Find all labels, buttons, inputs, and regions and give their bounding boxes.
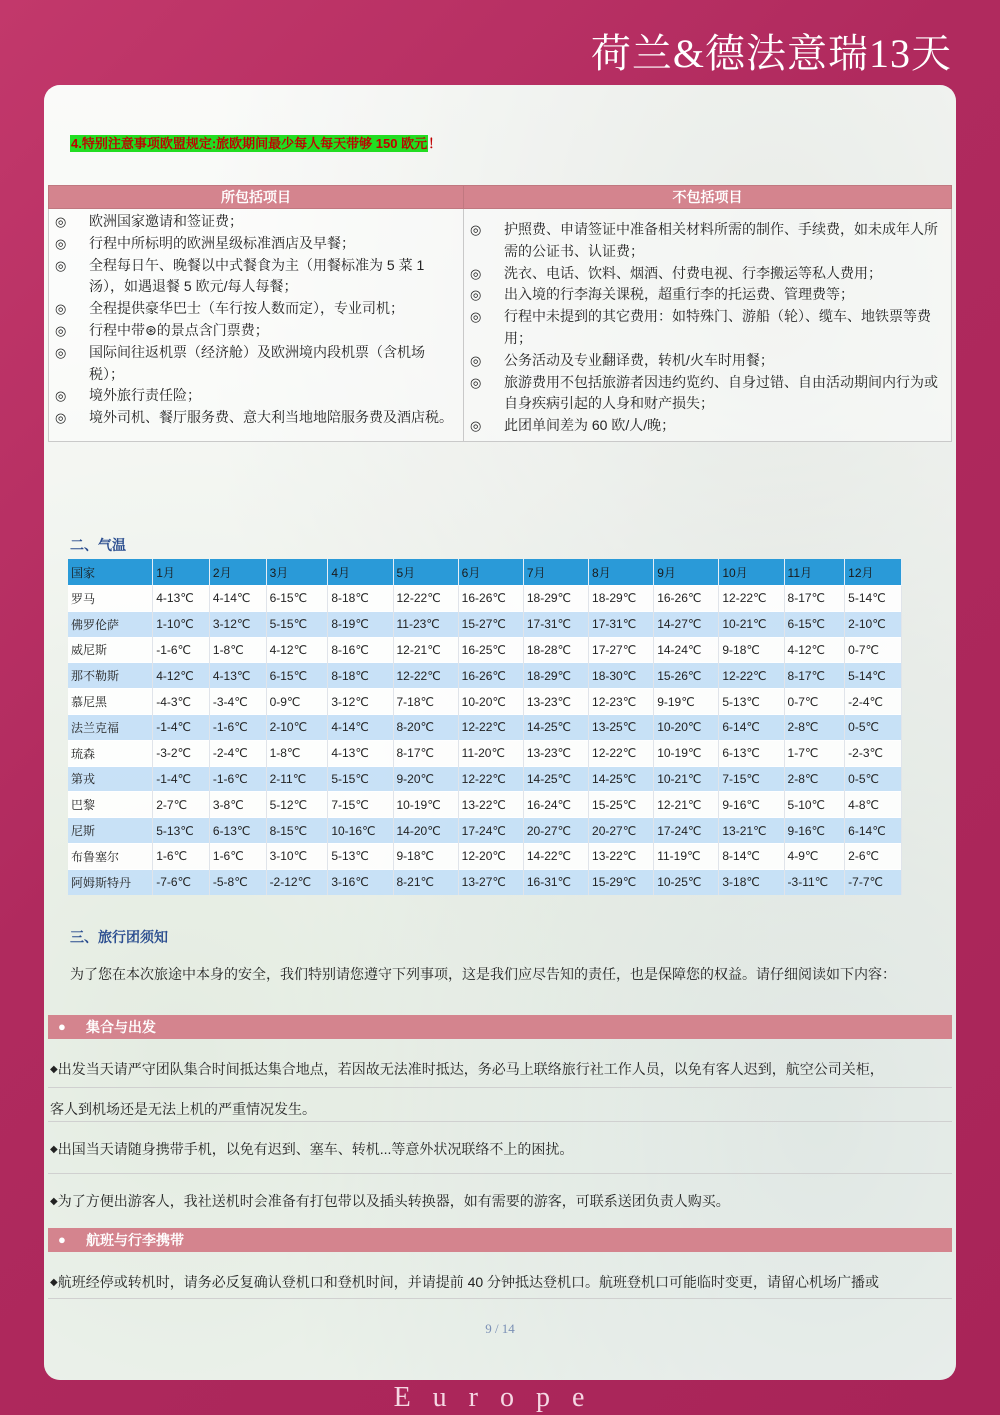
temperature-cell: 16-26℃ [458, 663, 523, 689]
excluded-list [464, 219, 951, 437]
excluded-item [464, 219, 951, 263]
temperature-cell: 8-17℃ [784, 586, 845, 612]
temperature-cell: 2-6℃ [845, 843, 902, 869]
temperature-cell: 8-20℃ [393, 714, 458, 740]
column-header-month: 12月 [845, 559, 902, 586]
temperature-cell: 3-16℃ [328, 869, 393, 894]
temperature-cell: 16-26℃ [654, 586, 719, 612]
country-cell: 尼斯 [68, 818, 153, 844]
excluded-item-text: 此团单间差为 60 欧/人/晚； [504, 417, 676, 434]
temperature-cell: 11-20℃ [458, 740, 523, 766]
column-header-month: 7月 [523, 559, 588, 586]
column-header-month: 5月 [393, 559, 458, 586]
temperature-cell: -2-3℃ [845, 740, 902, 766]
temperature-cell: 5-13℃ [328, 843, 393, 869]
temperature-cell: 14-22℃ [523, 843, 588, 869]
included-list [49, 211, 463, 429]
temperature-cell: 4-12℃ [153, 663, 210, 689]
temperature-cell: 2-8℃ [784, 714, 845, 740]
table-row [68, 818, 902, 844]
table-row [68, 843, 902, 869]
column-header-month: 4月 [328, 559, 393, 586]
divider [48, 1087, 952, 1088]
table-row [68, 663, 902, 689]
included-item-text: 全程每日午、晚餐以中式餐食为主（用餐标准为 5 菜 1 汤），如遇退餐 5 欧元/每人每餐； [89, 256, 425, 295]
temperature-cell: 12-22℃ [589, 740, 654, 766]
temperature-cell: 8-16℃ [328, 637, 393, 663]
temperature-cell: 13-23℃ [523, 689, 588, 715]
temperature-cell: 16-31℃ [523, 869, 588, 894]
temperature-cell: 16-25℃ [458, 637, 523, 663]
temperature-cell: 18-29℃ [523, 586, 588, 612]
temperature-cell: 17-31℃ [589, 611, 654, 637]
temperature-cell: 2-7℃ [153, 792, 210, 818]
temperature-cell: 12-22℃ [719, 663, 784, 689]
temperature-cell: -1-4℃ [153, 714, 210, 740]
included-item-text: 行程中带⊛的景点含门票费； [89, 321, 269, 338]
temperature-cell: 17-27℃ [589, 637, 654, 663]
temperature-cell: 3-18℃ [719, 869, 784, 894]
column-header-month: 10月 [719, 559, 784, 586]
temperature-cell: 14-25℃ [589, 766, 654, 792]
temperature-cell: 14-20℃ [393, 818, 458, 844]
page-number: 9 / 14 [485, 1321, 515, 1336]
included-item [49, 385, 463, 407]
column-header-month: 11月 [784, 559, 845, 586]
temperature-cell: 1-6℃ [153, 843, 210, 869]
column-header-country: 国家 [68, 559, 153, 586]
included-item [49, 342, 463, 386]
temperature-cell: 8-21℃ [393, 869, 458, 894]
column-header-month: 9月 [654, 559, 719, 586]
temperature-cell: 18-29℃ [523, 663, 588, 689]
table-row [68, 740, 902, 766]
special-notice [70, 133, 441, 152]
content-card [44, 85, 956, 1380]
temperature-cell: 13-21℃ [719, 818, 784, 844]
temperature-cell: 8-17℃ [784, 663, 845, 689]
temperature-cell: 10-16℃ [328, 818, 393, 844]
temperature-cell: 5-15℃ [328, 766, 393, 792]
temperature-cell: 10-19℃ [654, 740, 719, 766]
excluded-cell [464, 209, 952, 442]
temperature-cell: 8-14℃ [719, 843, 784, 869]
temperature-cell: -3-4℃ [209, 689, 266, 715]
bullet-icon: ◎ [470, 418, 482, 434]
country-cell: 慕尼黑 [68, 689, 153, 715]
temperature-cell: -7-6℃ [153, 869, 210, 894]
temperature-cell: 18-28℃ [523, 637, 588, 663]
temperature-cell: 10-20℃ [654, 714, 719, 740]
table-row [68, 714, 902, 740]
temperature-cell: 11-19℃ [654, 843, 719, 869]
flight-paragraph-1 [50, 1272, 952, 1292]
temperature-cell: 15-29℃ [589, 869, 654, 894]
temperature-cell: 4-8℃ [845, 792, 902, 818]
included-item [49, 298, 463, 320]
diamond-icon: ◆ [50, 1277, 58, 1288]
temperature-cell: 17-31℃ [523, 611, 588, 637]
excluded-item [464, 415, 951, 437]
country-cell: 佛罗伦萨 [68, 611, 153, 637]
assembly-p3-text: 为了方便出游客人，我社送机时会准备有打包带以及插头转换器，如有需要的游客，可联系送团负责人购买。 [57, 1193, 730, 1209]
inclusions-table [48, 185, 952, 442]
temperature-cell: 9-18℃ [393, 843, 458, 869]
temperature-cell: 12-22℃ [458, 766, 523, 792]
assembly-paragraph-1 [50, 1059, 952, 1079]
temperature-cell: -1-6℃ [153, 637, 210, 663]
included-item-text: 欧洲国家邀请和签证费； [89, 213, 243, 229]
temperature-cell: 5-13℃ [719, 689, 784, 715]
assembly-p2-text: 出国当天请随身携带手机，以免有迟到、塞车、转机...等意外状况联络不上的困扰。 [57, 1141, 574, 1157]
country-cell: 琉森 [68, 740, 153, 766]
temperature-cell: 8-19℃ [328, 611, 393, 637]
temperature-cell: 13-27℃ [458, 869, 523, 894]
divider [48, 1298, 952, 1299]
bullet-icon: ◎ [55, 235, 67, 251]
temperature-cell: 4-9℃ [784, 843, 845, 869]
excluded-item-text: 旅游费用不包括旅游者因违约览约、自身过错、自由活动期间内行为或自身疾病引起的人身和财产损失； [504, 373, 938, 412]
temperature-cell: 14-24℃ [654, 637, 719, 663]
temperature-cell: 15-25℃ [589, 792, 654, 818]
climate-header-row [68, 559, 902, 586]
temperature-cell: -2-4℃ [845, 689, 902, 715]
included-item [49, 255, 463, 299]
table-row [68, 689, 902, 715]
excluded-item-text: 行程中未提到的其它费用：如特殊门、游船（轮）、缆车、地铁票等费用； [504, 308, 931, 346]
divider [48, 1173, 952, 1174]
country-cell: 威尼斯 [68, 637, 153, 663]
temperature-cell: 4-13℃ [328, 740, 393, 766]
table-row [68, 586, 902, 612]
bullet-icon: ◎ [470, 287, 482, 303]
temperature-cell: 14-25℃ [523, 714, 588, 740]
included-item [49, 407, 463, 429]
included-item [49, 233, 463, 255]
temperature-cell: 5-10℃ [784, 792, 845, 818]
country-cell: 第戎 [68, 766, 153, 792]
temperature-cell: 5-14℃ [845, 663, 902, 689]
temperature-cell: 8-17℃ [393, 740, 458, 766]
temperature-cell: 11-23℃ [393, 611, 458, 637]
climate-section-title: 二、气温 [70, 537, 126, 553]
temperature-cell: 0-5℃ [845, 766, 902, 792]
diamond-icon: ◆ [50, 1196, 58, 1207]
temperature-cell: 1-8℃ [266, 740, 328, 766]
bullet-icon: ◎ [55, 214, 67, 229]
temperature-cell: 15-26℃ [654, 663, 719, 689]
bullet-icon: ◎ [55, 388, 67, 404]
country-cell: 那不勒斯 [68, 663, 153, 689]
temperature-cell: -3-11℃ [784, 869, 845, 894]
temperature-cell: 1-6℃ [209, 843, 266, 869]
temperature-cell: 15-27℃ [458, 611, 523, 637]
divider [48, 1121, 952, 1122]
column-header-month: 1月 [153, 559, 210, 586]
bullet-icon: ◎ [55, 322, 67, 338]
flight-bar [48, 1228, 952, 1252]
temperature-cell: 3-10℃ [266, 843, 328, 869]
excluded-item-text: 公务活动及专业翻译费，转机/火车时用餐； [504, 351, 774, 368]
footer-word: Europe [393, 1382, 607, 1413]
temperature-cell: 20-27℃ [589, 818, 654, 844]
excluded-item-text: 出入境的行李海关课税，超重行李的托运费、管理费等； [504, 286, 854, 303]
temperature-cell: 3-12℃ [209, 611, 266, 637]
temperature-cell: 14-25℃ [523, 766, 588, 792]
included-item-text: 境外司机、餐厅服务费、意大利当地地陪服务费及酒店税。 [89, 409, 453, 426]
temperature-cell: 5-12℃ [266, 792, 328, 818]
temperature-cell: 14-27℃ [654, 611, 719, 637]
temperature-cell: 12-22℃ [719, 586, 784, 612]
temperature-cell: 6-14℃ [719, 714, 784, 740]
assembly-bar [48, 1015, 952, 1039]
temperature-cell: 10-21℃ [719, 611, 784, 637]
temperature-cell: 13-23℃ [523, 740, 588, 766]
temperature-cell: 1-10℃ [153, 611, 210, 637]
temperature-cell: -1-6℃ [209, 714, 266, 740]
excluded-item [464, 284, 951, 306]
temperature-cell: 0-5℃ [845, 714, 902, 740]
country-cell: 布鲁塞尔 [68, 843, 153, 869]
assembly-p1-text: 出发当天请严守团队集合时间抵达集合地点，若因故无法准时抵达，务必马上联络旅行社工作人员，以免有客人迟到，航空公司关柜， [57, 1061, 884, 1077]
temperature-cell: 10-19℃ [393, 792, 458, 818]
temperature-cell: -2-12℃ [266, 869, 328, 894]
temperature-cell: 20-27℃ [523, 818, 588, 844]
included-item-text: 行程中所标明的欧洲星级标准酒店及早餐； [89, 234, 355, 251]
table-row [68, 792, 902, 818]
temperature-cell: 12-23℃ [589, 689, 654, 715]
temperature-cell: 5-13℃ [153, 818, 210, 844]
included-item [49, 320, 463, 342]
temperature-cell: -7-7℃ [845, 869, 902, 894]
bullet-icon: ◎ [470, 352, 482, 368]
temperature-cell: 10-20℃ [458, 689, 523, 715]
temperature-cell: 2-8℃ [784, 766, 845, 792]
temperature-cell: 6-13℃ [209, 818, 266, 844]
temperature-cell: 7-15℃ [719, 766, 784, 792]
bullet-icon: ◎ [470, 222, 482, 237]
temperature-cell: 4-13℃ [153, 586, 210, 612]
temperature-cell: 4-14℃ [328, 714, 393, 740]
temperature-cell: 4-13℃ [209, 663, 266, 689]
bullet-icon: ◎ [55, 301, 67, 317]
included-header: 所包括项目 [49, 186, 464, 209]
assembly-paragraph-2 [50, 1139, 952, 1159]
temperature-cell: -2-4℃ [209, 740, 266, 766]
column-header-month: 6月 [458, 559, 523, 586]
temperature-cell: 6-14℃ [845, 818, 902, 844]
notice-tail: ！ [428, 136, 442, 151]
diamond-icon: ◆ [50, 1144, 58, 1155]
temperature-cell: -4-3℃ [153, 689, 210, 715]
temperature-cell: 12-22℃ [458, 714, 523, 740]
temperature-cell: 0-7℃ [784, 689, 845, 715]
temperature-cell: 13-25℃ [589, 714, 654, 740]
column-header-month: 8月 [589, 559, 654, 586]
column-header-month: 3月 [266, 559, 328, 586]
temperature-cell: 9-18℃ [719, 637, 784, 663]
temperature-cell: 7-18℃ [393, 689, 458, 715]
temperature-cell: 17-24℃ [654, 818, 719, 844]
excluded-item [464, 350, 951, 372]
temperature-cell: 18-29℃ [589, 586, 654, 612]
table-row [68, 637, 902, 663]
temperature-cell: 1-8℃ [209, 637, 266, 663]
included-item-text: 境外旅行责任险； [89, 387, 201, 404]
temperature-cell: -1-6℃ [209, 766, 266, 792]
excluded-header: 不包括项目 [464, 186, 952, 209]
temperature-cell: 0-7℃ [845, 637, 902, 663]
notice-highlight: 4.特别注意事项欧盟规定:旅欧期间最少每人每天带够 150 欧元 [71, 136, 428, 151]
country-cell: 阿姆斯特丹 [68, 869, 153, 894]
temperature-cell: 3-12℃ [328, 689, 393, 715]
temperature-cell: 16-26℃ [458, 586, 523, 612]
country-cell: 罗马 [68, 586, 153, 612]
temperature-cell: 13-22℃ [589, 843, 654, 869]
assembly-title: 集合与出发 [86, 1019, 156, 1035]
temperature-cell: 12-22℃ [393, 663, 458, 689]
temperature-cell: 6-15℃ [266, 663, 328, 689]
temperature-cell: -3-2℃ [153, 740, 210, 766]
temperature-cell: 9-19℃ [654, 689, 719, 715]
temperature-cell: 10-25℃ [654, 869, 719, 894]
temperature-cell: 8-18℃ [328, 586, 393, 612]
guide-intro: 为了您在本次旅途中本身的安全，我们特别请您遵守下列事项，这是我们应尽告知的责任，也是保障您的权益。请仔细阅读如下内容： [70, 966, 896, 982]
included-item-text: 国际间往返机票（经济舱）及欧洲境内段机票（含机场税）； [89, 343, 425, 382]
excluded-item [464, 372, 951, 416]
table-row [68, 869, 902, 894]
temperature-cell: 6-15℃ [784, 611, 845, 637]
excluded-item-text: 护照费、申请签证中准备相关材料所需的制作、手续费，如未成年人所需的公证书、认证费； [504, 221, 938, 259]
temperature-cell: 12-21℃ [393, 637, 458, 663]
bullet-icon: ◎ [470, 265, 482, 281]
bullet-icon: ◎ [470, 309, 482, 325]
assembly-paragraph-1b: 客人到机场还是无法上机的严重情况发生。 [50, 1101, 316, 1117]
guide-section-title: 三、旅行团须知 [70, 929, 168, 945]
temperature-cell: 0-9℃ [266, 689, 328, 715]
temperature-cell: 2-10℃ [845, 611, 902, 637]
document-title: 荷兰&德法意瑞13天 [590, 31, 952, 76]
temperature-cell: 2-11℃ [266, 766, 328, 792]
temperature-cell: 4-12℃ [784, 637, 845, 663]
temperature-cell: 16-24℃ [523, 792, 588, 818]
temperature-cell: 8-15℃ [266, 818, 328, 844]
climate-table [68, 559, 902, 895]
flight-p1-text: 航班经停或转机时，请务必反复确认登机口和登机时间，并请提前 40 分钟抵达登机口。航班登机口可能临时变更，请留心机场广播或 [57, 1274, 880, 1290]
temperature-cell: 9-16℃ [784, 818, 845, 844]
included-item-text: 全程提供豪华巴士（车行按人数而定），专业司机； [89, 300, 404, 317]
temperature-cell: 9-16℃ [719, 792, 784, 818]
temperature-cell: 12-22℃ [393, 586, 458, 612]
excluded-item-text: 洗衣、电话、饮料、烟酒、付费电视、行李搬运等私人费用； [504, 264, 882, 281]
bullet-dot-icon: ● [58, 1232, 66, 1247]
temperature-cell: 3-8℃ [209, 792, 266, 818]
bullet-icon: ◎ [55, 344, 67, 360]
temperature-cell: 4-14℃ [209, 586, 266, 612]
temperature-cell: 8-18℃ [328, 663, 393, 689]
country-cell: 法兰克福 [68, 714, 153, 740]
table-row [68, 611, 902, 637]
temperature-cell: 4-12℃ [266, 637, 328, 663]
country-cell: 巴黎 [68, 792, 153, 818]
climate-body [68, 586, 902, 895]
temperature-cell: 2-10℃ [266, 714, 328, 740]
temperature-cell: 10-21℃ [654, 766, 719, 792]
column-header-month: 2月 [209, 559, 266, 586]
assembly-paragraph-3 [50, 1191, 952, 1211]
temperature-cell: 12-21℃ [654, 792, 719, 818]
temperature-cell: 18-30℃ [589, 663, 654, 689]
temperature-cell: 12-20℃ [458, 843, 523, 869]
excluded-item [464, 306, 951, 350]
included-item [49, 211, 463, 233]
bullet-icon: ◎ [55, 410, 67, 426]
temperature-cell: -5-8℃ [209, 869, 266, 894]
temperature-cell: 6-15℃ [266, 586, 328, 612]
temperature-cell: 5-15℃ [266, 611, 328, 637]
temperature-cell: 1-7℃ [784, 740, 845, 766]
bullet-icon: ◎ [55, 257, 67, 273]
temperature-cell: 17-24℃ [458, 818, 523, 844]
included-cell [49, 209, 464, 442]
bullet-icon: ◎ [470, 374, 482, 390]
temperature-cell: -1-4℃ [153, 766, 210, 792]
excluded-item [464, 263, 951, 285]
bullet-dot-icon: ● [58, 1019, 66, 1034]
diamond-icon: ◆ [50, 1064, 58, 1075]
temperature-cell: 5-14℃ [845, 586, 902, 612]
temperature-cell: 6-13℃ [719, 740, 784, 766]
temperature-cell: 13-22℃ [458, 792, 523, 818]
flight-title: 航班与行李携带 [86, 1232, 184, 1248]
table-row [68, 766, 902, 792]
temperature-cell: 9-20℃ [393, 766, 458, 792]
temperature-cell: 7-15℃ [328, 792, 393, 818]
